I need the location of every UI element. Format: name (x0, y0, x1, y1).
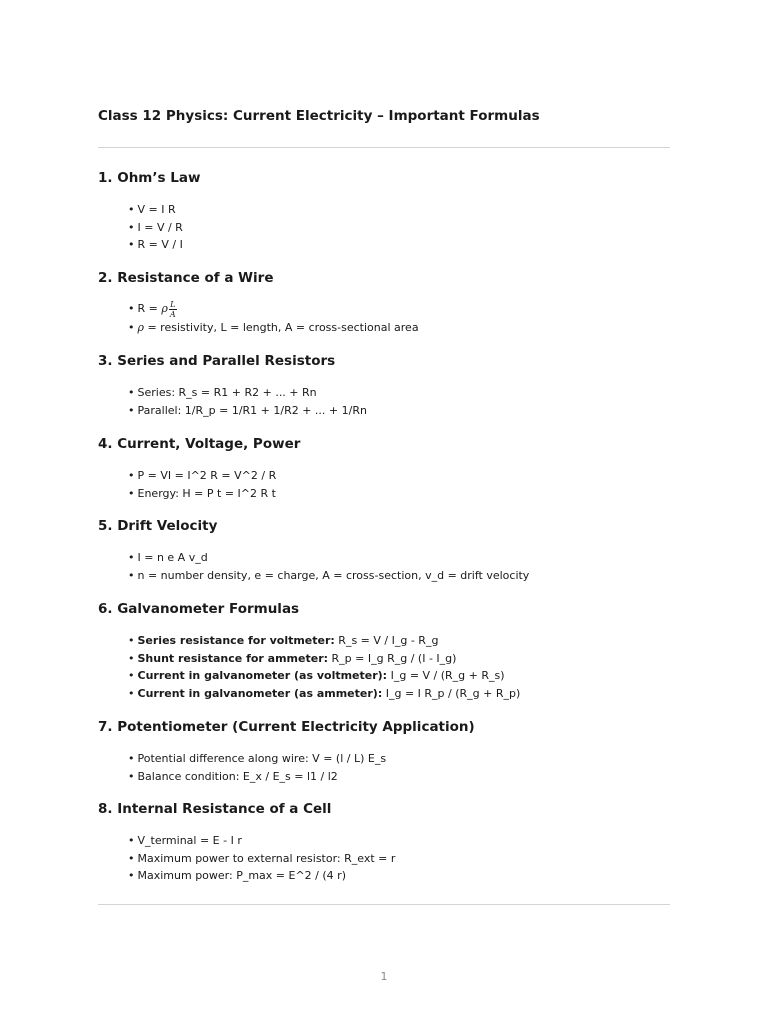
bullet-glyph: • (128, 834, 135, 847)
bullet-glyph: • (128, 486, 135, 500)
bullet-glyph: • (128, 769, 135, 783)
list-item: • I = n e A v_d (128, 549, 670, 567)
bullet-glyph: • (128, 634, 135, 647)
list-item: • V_terminal = E - I r (128, 832, 670, 850)
section-internal-resistance (98, 800, 670, 885)
list-item: • Series resistance for voltmeter: R_s = V / I_g - R_g (128, 632, 670, 650)
bullet-glyph: • (128, 669, 135, 682)
formula-list (128, 201, 670, 254)
section-heading: 1. Ohm’s Law (98, 170, 201, 186)
bottom-divider (98, 904, 670, 905)
fraction-l-over-a: $\frac{L}{A}$ (169, 299, 176, 319)
rho-symbol: ρ (137, 321, 144, 334)
formula-list (128, 299, 670, 337)
bullet-glyph: • (128, 238, 135, 251)
bullet-glyph: • (128, 220, 135, 234)
formula-list (128, 384, 670, 419)
formula-list (128, 632, 670, 702)
list-item: • n = number density, e = charge, A = cross-section, v_d = drift velocity (128, 567, 670, 585)
bullet-glyph: • (128, 302, 135, 315)
formula-list (128, 750, 670, 785)
bullet-glyph: • (128, 321, 135, 334)
section-galvanometer (98, 600, 670, 702)
section-drift-velocity (98, 517, 670, 584)
list-item: • ρ = resistivity, L = length, A = cross-sectional area (128, 319, 670, 337)
item-label: Current in galvanometer (as voltmeter): (137, 669, 388, 682)
list-item: • Parallel: 1/R_p = 1/R1 + 1/R2 + ... + 1/Rn (128, 402, 670, 420)
list-item: • R = V / I (128, 236, 670, 254)
bullet-glyph: • (128, 869, 135, 882)
item-label: Shunt resistance for ammeter: (137, 651, 329, 665)
section-heading: 6. Galvanometer Formulas (98, 601, 300, 617)
bullet-glyph: • (128, 386, 135, 399)
section-resistance-of-wire (98, 269, 670, 337)
bullet-glyph: • (128, 568, 135, 582)
formula-list (128, 832, 670, 885)
item-label: Current in galvanometer (as ammeter): (137, 686, 383, 700)
formula-list (128, 549, 670, 584)
section-potentiometer (98, 718, 670, 785)
section-heading: 4. Current, Voltage, Power (98, 436, 301, 452)
document-title: Class 12 Physics: Current Electricity – Important Formulas (98, 108, 540, 124)
rho-symbol: ρ (161, 302, 168, 315)
list-item: • Energy: H = P t = I^2 R t (128, 485, 670, 503)
section-current-voltage-power (98, 435, 670, 502)
list-item: • I = V / R (128, 219, 670, 237)
list-item: • Maximum power to external resistor: R_ext = r (128, 850, 670, 868)
list-item: • Current in galvanometer (as voltmeter): I_g = V / (R_g + R_s) (128, 667, 670, 685)
list-item: • V = I R (128, 201, 670, 219)
list-item: • Balance condition: E_x / E_s = l1 / l2 (128, 768, 670, 786)
list-item: • P = VI = I^2 R = V^2 / R (128, 467, 670, 485)
bullet-glyph: • (128, 686, 135, 700)
list-item: • Current in galvanometer (as ammeter): I_g = I R_p / (R_g + R_p) (128, 685, 670, 703)
page-number: 1 (380, 970, 388, 983)
section-ohms-law (98, 169, 670, 254)
item-label: Series resistance for voltmeter: (137, 634, 335, 647)
bullet-glyph: • (128, 851, 135, 865)
section-heading: 2. Resistance of a Wire (98, 270, 274, 286)
bullet-glyph: • (128, 651, 135, 665)
list-item: • Potential difference along wire: V = (l / L) E_s (128, 750, 670, 768)
section-heading: 7. Potentiometer (Current Electricity Application) (98, 719, 475, 735)
section-heading: 3. Series and Parallel Resistors (98, 353, 336, 369)
list-item: • Series: R_s = R1 + R2 + ... + Rn (128, 384, 670, 402)
bullet-glyph: • (128, 203, 135, 216)
list-item: • Shunt resistance for ammeter: R_p = I_g R_g / (I - I_g) (128, 650, 670, 668)
bullet-glyph: • (128, 403, 135, 417)
document-page (98, 0, 670, 1024)
section-heading: 5. Drift Velocity (98, 518, 218, 534)
top-divider (98, 147, 670, 148)
list-item: • Maximum power: P_max = E^2 / (4 r) (128, 867, 670, 885)
bullet-glyph: • (128, 551, 135, 564)
bullet-glyph: • (128, 469, 135, 482)
section-heading: 8. Internal Resistance of a Cell (98, 801, 332, 817)
list-item: • R = ρ $\frac{L}{A}$ (128, 299, 176, 319)
formula-list (128, 467, 670, 502)
bullet-glyph: • (128, 752, 135, 765)
section-series-parallel (98, 352, 670, 419)
